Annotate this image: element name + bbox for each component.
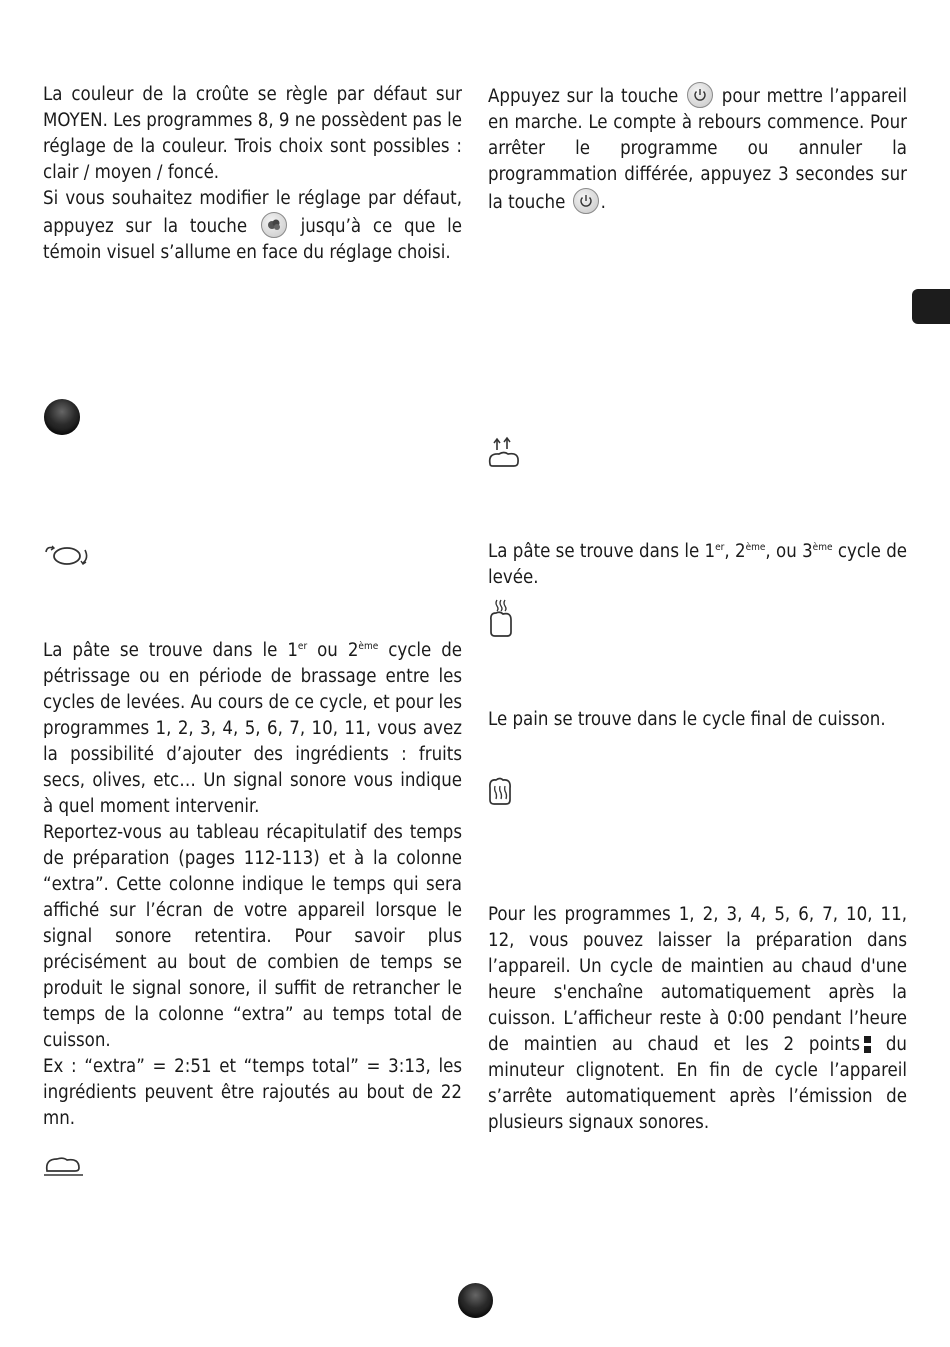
crust-color-text-1: La couleur de la croûte se règle par défaut sur MOYEN. Les programmes 8, 9 ne possèdent pas le réglage de la couleur. Trois choix sont possibles : clair / moyen / foncé. xyxy=(43,84,462,183)
kneading-text-1: La pâte se trouve dans le 1 xyxy=(43,640,298,661)
bread-loaf-icon xyxy=(43,1155,85,1177)
crust-color-paragraph xyxy=(43,82,462,266)
power-button-icon-2 xyxy=(573,188,599,214)
kneading-cycle-icon xyxy=(43,544,93,568)
rising-text-4: cycle de levée. xyxy=(488,541,908,588)
rising-sup-1: er xyxy=(715,542,725,553)
rising-text-2: , 2 xyxy=(724,541,746,562)
start-text-1: Appuyez sur la touche xyxy=(488,86,679,107)
crust-color-text-3: jusqu’à ce que le témoin visuel s’allume en face du réglage choisi. xyxy=(43,216,462,263)
start-text-3: . xyxy=(600,192,606,213)
timer-colon-icon xyxy=(864,1034,871,1054)
kneading-sup-2: ème xyxy=(358,641,379,652)
page-ball-icon xyxy=(458,1283,493,1318)
kneading-text-3: cycle de pétrissage ou en période de brassage entre les cycles de levées. Au cours de ce cycle, et pour les programmes 1, 2, 3, 4, 5, 6, 7, 10, 11, vous avez la possibilité d’ajouter des ingrédients : fruits secs, olives, etc… Un signal sonore vous indique à quel moment intervenir. xyxy=(43,640,463,817)
crust-color-text-2: Si vous souhaitez modifier le réglage par défaut, appuyez sur la touche xyxy=(43,188,462,237)
kneading-text-2: ou 2 xyxy=(307,640,359,661)
rising-sup-2: ème xyxy=(745,542,766,553)
kneading-text-4: Reportez-vous au tableau récapitulatif des temps de préparation (pages 112-113) et à la colonne “extra”. Cette colonne indique le temps qui sera affiché sur l’écran de votre appareil lorsque le signal sonore retentira. Pour savoir plus précisément au bout de combien de temps se produit le signal sonore, il suffit de retrancher le temps de la colonne “extra” au temps total de cuisson. xyxy=(43,822,462,1051)
rising-paragraph xyxy=(488,539,907,591)
rising-cycle-icon xyxy=(487,436,521,470)
start-paragraph xyxy=(488,82,907,216)
kneading-text-5: Ex : “extra” = 2:51 et “temps total” = 3:13, les ingrédients peuvent être rajoutés au bout de 22 mn. xyxy=(43,1056,462,1129)
start-text-2: pour mettre l’appareil en marche. Le compte à rebours commence. Pour arrêter le programme ou annuler la programmation différée, appuyez 3 secondes sur la touche xyxy=(488,86,907,213)
kneading-paragraph xyxy=(43,638,462,1132)
rising-sup-3: ème xyxy=(812,542,833,553)
rising-text-1: La pâte se trouve dans le 1 xyxy=(488,541,716,562)
crust-color-button-icon xyxy=(261,212,287,238)
black-ball-bullet-icon xyxy=(44,399,80,435)
section-tab xyxy=(912,289,950,324)
keep-warm-icon xyxy=(487,776,515,806)
keep-warm-paragraph xyxy=(488,902,907,1136)
power-button-icon xyxy=(687,82,713,108)
baking-cycle-icon xyxy=(487,598,517,638)
kneading-sup-1: er xyxy=(297,641,308,652)
keep-warm-text-1: Pour les programmes 1, 2, 3, 4, 5, 6, 7, 10, 11, 12, vous pouvez laisser la préparation dans l’appareil. Un cycle de maintien au chaud d'une heure s'enchaîne automatiquement après la cuisson. L’afficheur reste à 0:00 pendant l’heure de maintien au chaud et les 2 points xyxy=(488,904,907,1055)
baking-paragraph xyxy=(488,707,907,733)
baking-text: Le pain se trouve dans le cycle final de cuisson. xyxy=(488,709,886,730)
keep-warm-text-2: du minuteur clignotent. En fin de cycle l’appareil s’arrête automatiquement après l’émission de plusieurs signaux sonores. xyxy=(488,1034,907,1133)
rising-text-3: , ou 3 xyxy=(765,541,813,562)
